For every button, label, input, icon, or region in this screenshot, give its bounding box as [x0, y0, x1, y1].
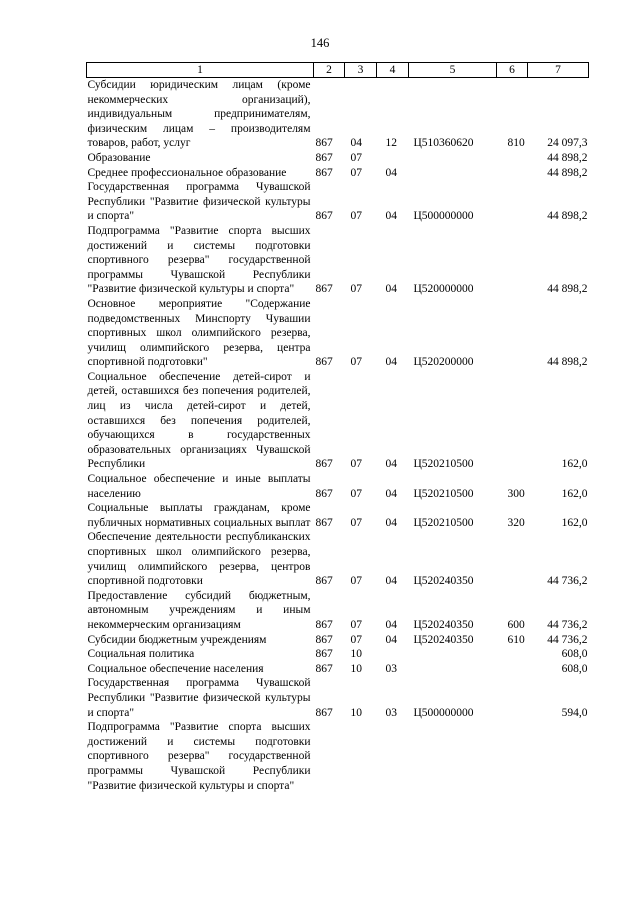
subsection-code: 04 [385, 618, 397, 631]
table-row [87, 370, 589, 472]
expense-type [497, 662, 528, 677]
expense-type: 810 [507, 137, 525, 150]
expense-type [497, 720, 528, 793]
table-row [87, 720, 589, 793]
table-header [87, 63, 589, 78]
header-col-1: 1 [87, 63, 314, 78]
table-row [87, 166, 589, 181]
amount: 44 898,2 [547, 151, 588, 164]
item-name: Образование [87, 151, 151, 164]
section-code: 07 [350, 487, 362, 500]
item-name: Субсидии юридическим лицам (кроме некоммерческих организаций), индивидуальным предпринимателям, физическим лицам – производителям товаров, работ, услуг [87, 79, 311, 150]
subsection-code: 12 [385, 137, 397, 150]
admin-code: 867 [315, 706, 333, 719]
target-article: Ц520200000 [413, 356, 474, 369]
amount: 162,0 [561, 516, 588, 529]
admin-code: 867 [315, 487, 333, 500]
target-article [409, 662, 497, 677]
amount: 44 736,2 [547, 575, 588, 588]
item-name: Обеспечение деятельности республиканских спортивных школ олимпийского резерва, училищ олимпийского резерва, центров спортивной подготовки [87, 531, 311, 588]
subsection-code: 04 [385, 210, 397, 223]
subsection-code: 04 [385, 166, 397, 179]
item-name: Государственная программа Чувашской Республики "Развитие физической культуры и спорта" [87, 677, 311, 719]
item-name: Социальное обеспечение населения [87, 662, 264, 675]
amount: 44 898,2 [547, 210, 588, 223]
amount: 608,0 [561, 648, 588, 661]
amount: 608,0 [561, 662, 588, 675]
table-body [87, 78, 589, 794]
target-article [409, 647, 497, 662]
target-article: Ц520240350 [413, 618, 474, 631]
item-name: Социальное обеспечение детей-сирот и детей, оставшихся без попечения родителей, лиц из числа детей-сирот и детей, оставшихся без попечения родителей, обучающихся в государственных образовательных организациях Чувашской Республики [87, 370, 311, 471]
table-row [87, 472, 589, 501]
section-code: 10 [350, 706, 362, 719]
header-col-3: 3 [345, 63, 377, 78]
admin-code [314, 720, 345, 793]
subsection-code: 04 [385, 575, 397, 588]
table-row [87, 297, 589, 370]
admin-code: 867 [315, 618, 333, 631]
admin-code: 867 [315, 166, 333, 179]
expense-type [497, 180, 528, 224]
expense-type: 320 [507, 516, 525, 529]
section-code: 10 [350, 648, 362, 661]
expense-type [497, 166, 528, 181]
table-row [87, 224, 589, 297]
section-code: 07 [350, 166, 362, 179]
section-code: 07 [350, 283, 362, 296]
section-code: 07 [350, 458, 362, 471]
table-row [87, 78, 589, 151]
item-name: Среднее профессиональное образование [87, 166, 287, 179]
target-article: Ц500000000 [413, 210, 474, 223]
expense-type [497, 370, 528, 472]
section-code: 07 [350, 210, 362, 223]
target-article: Ц520240350 [413, 633, 474, 646]
item-name: Социальные выплаты гражданам, кроме публичных нормативных социальных выплат [87, 502, 311, 529]
amount: 44 736,2 [547, 633, 588, 646]
item-name: Социальная политика [87, 648, 195, 661]
table-row [87, 647, 589, 662]
expense-type [497, 647, 528, 662]
section-code: 04 [350, 137, 362, 150]
expense-type [497, 151, 528, 166]
admin-code: 867 [315, 283, 333, 296]
target-article: Ц500000000 [413, 706, 474, 719]
amount: 44 898,2 [547, 283, 588, 296]
admin-code: 867 [315, 137, 333, 150]
section-code: 07 [350, 575, 362, 588]
subsection-code: 04 [385, 633, 397, 646]
header-col-5: 5 [409, 63, 497, 78]
target-article: Ц520240350 [413, 575, 474, 588]
admin-code: 867 [315, 458, 333, 471]
header-row [87, 63, 589, 78]
item-name: Подпрограмма "Развитие спорта высших достижений и системы подготовки спортивного резерва" государственной программы Чувашской Республики "Развитие физической культуры и спорта" [87, 721, 311, 792]
item-name: Предоставление субсидий бюджетным, автономным учреждениям и иным некоммерческим организациям [87, 589, 311, 631]
target-article [409, 166, 497, 181]
item-name: Субсидии бюджетным учреждениям [87, 633, 267, 646]
subsection-code: 04 [385, 283, 397, 296]
budget-table [86, 62, 589, 793]
table-row [87, 530, 589, 588]
subsection-code [377, 720, 409, 793]
target-article: Ц520210500 [413, 516, 474, 529]
expense-type: 610 [507, 633, 525, 646]
header-col-4: 4 [377, 63, 409, 78]
admin-code: 867 [315, 575, 333, 588]
admin-code: 867 [315, 516, 333, 529]
section-code: 07 [350, 618, 362, 631]
target-article: Ц520210500 [413, 458, 474, 471]
table-row [87, 633, 589, 648]
expense-type [497, 224, 528, 297]
amount: 24 097,3 [547, 137, 588, 150]
amount: 44 898,2 [547, 356, 588, 369]
header-col-6: 6 [497, 63, 528, 78]
target-article [409, 151, 497, 166]
expense-type: 300 [507, 487, 525, 500]
item-name: Основное мероприятие "Содержание подведомственных Минспорту Чувашии спортивных школ олимпийского резерва, училищ олимпийского резерва, центра спортивной подготовки" [87, 297, 311, 369]
target-article: Ц520000000 [413, 283, 474, 296]
table-row [87, 151, 589, 166]
section-code: 10 [350, 662, 362, 675]
subsection-code: 03 [385, 706, 397, 719]
section-code: 07 [350, 151, 362, 164]
header-col-7: 7 [528, 63, 589, 78]
table-row [87, 589, 589, 633]
table-row [87, 662, 589, 677]
subsection-code: 04 [385, 356, 397, 369]
subsection-code: 03 [385, 662, 397, 675]
amount [528, 720, 589, 793]
amount: 44 736,2 [547, 618, 588, 631]
expense-type [497, 676, 528, 720]
section-code: 07 [350, 356, 362, 369]
expense-type [497, 530, 528, 588]
target-article: Ц520210500 [413, 487, 474, 500]
admin-code: 867 [315, 356, 333, 369]
item-name: Государственная программа Чувашской Республики "Развитие физической культуры и спорта" [87, 181, 311, 223]
target-article [409, 720, 497, 793]
header-col-2: 2 [314, 63, 345, 78]
section-code: 07 [350, 516, 362, 529]
subsection-code: 04 [385, 487, 397, 500]
amount: 44 898,2 [547, 166, 588, 179]
amount: 162,0 [561, 487, 588, 500]
amount: 162,0 [561, 458, 588, 471]
table-row [87, 180, 589, 224]
table-row [87, 676, 589, 720]
admin-code: 867 [315, 662, 333, 675]
subsection-code: 04 [385, 516, 397, 529]
admin-code: 867 [315, 210, 333, 223]
section-code [345, 720, 377, 793]
page-number: 146 [310, 36, 330, 50]
subsection-code [377, 151, 409, 166]
table-row [87, 501, 589, 530]
item-name: Подпрограмма "Развитие спорта высших достижений и системы подготовки спортивного резерва" государственной программы Чувашской Республики "Развитие физической культуры и спорта" [87, 224, 311, 296]
subsection-code: 04 [385, 458, 397, 471]
amount: 594,0 [561, 706, 588, 719]
expense-type [497, 297, 528, 370]
admin-code: 867 [315, 633, 333, 646]
item-name: Социальное обеспечение и иные выплаты населению [87, 473, 311, 500]
section-code: 07 [350, 633, 362, 646]
target-article: Ц510360620 [413, 137, 474, 150]
expense-type: 600 [507, 618, 525, 631]
admin-code: 867 [315, 151, 333, 164]
admin-code: 867 [315, 648, 333, 661]
subsection-code [377, 647, 409, 662]
